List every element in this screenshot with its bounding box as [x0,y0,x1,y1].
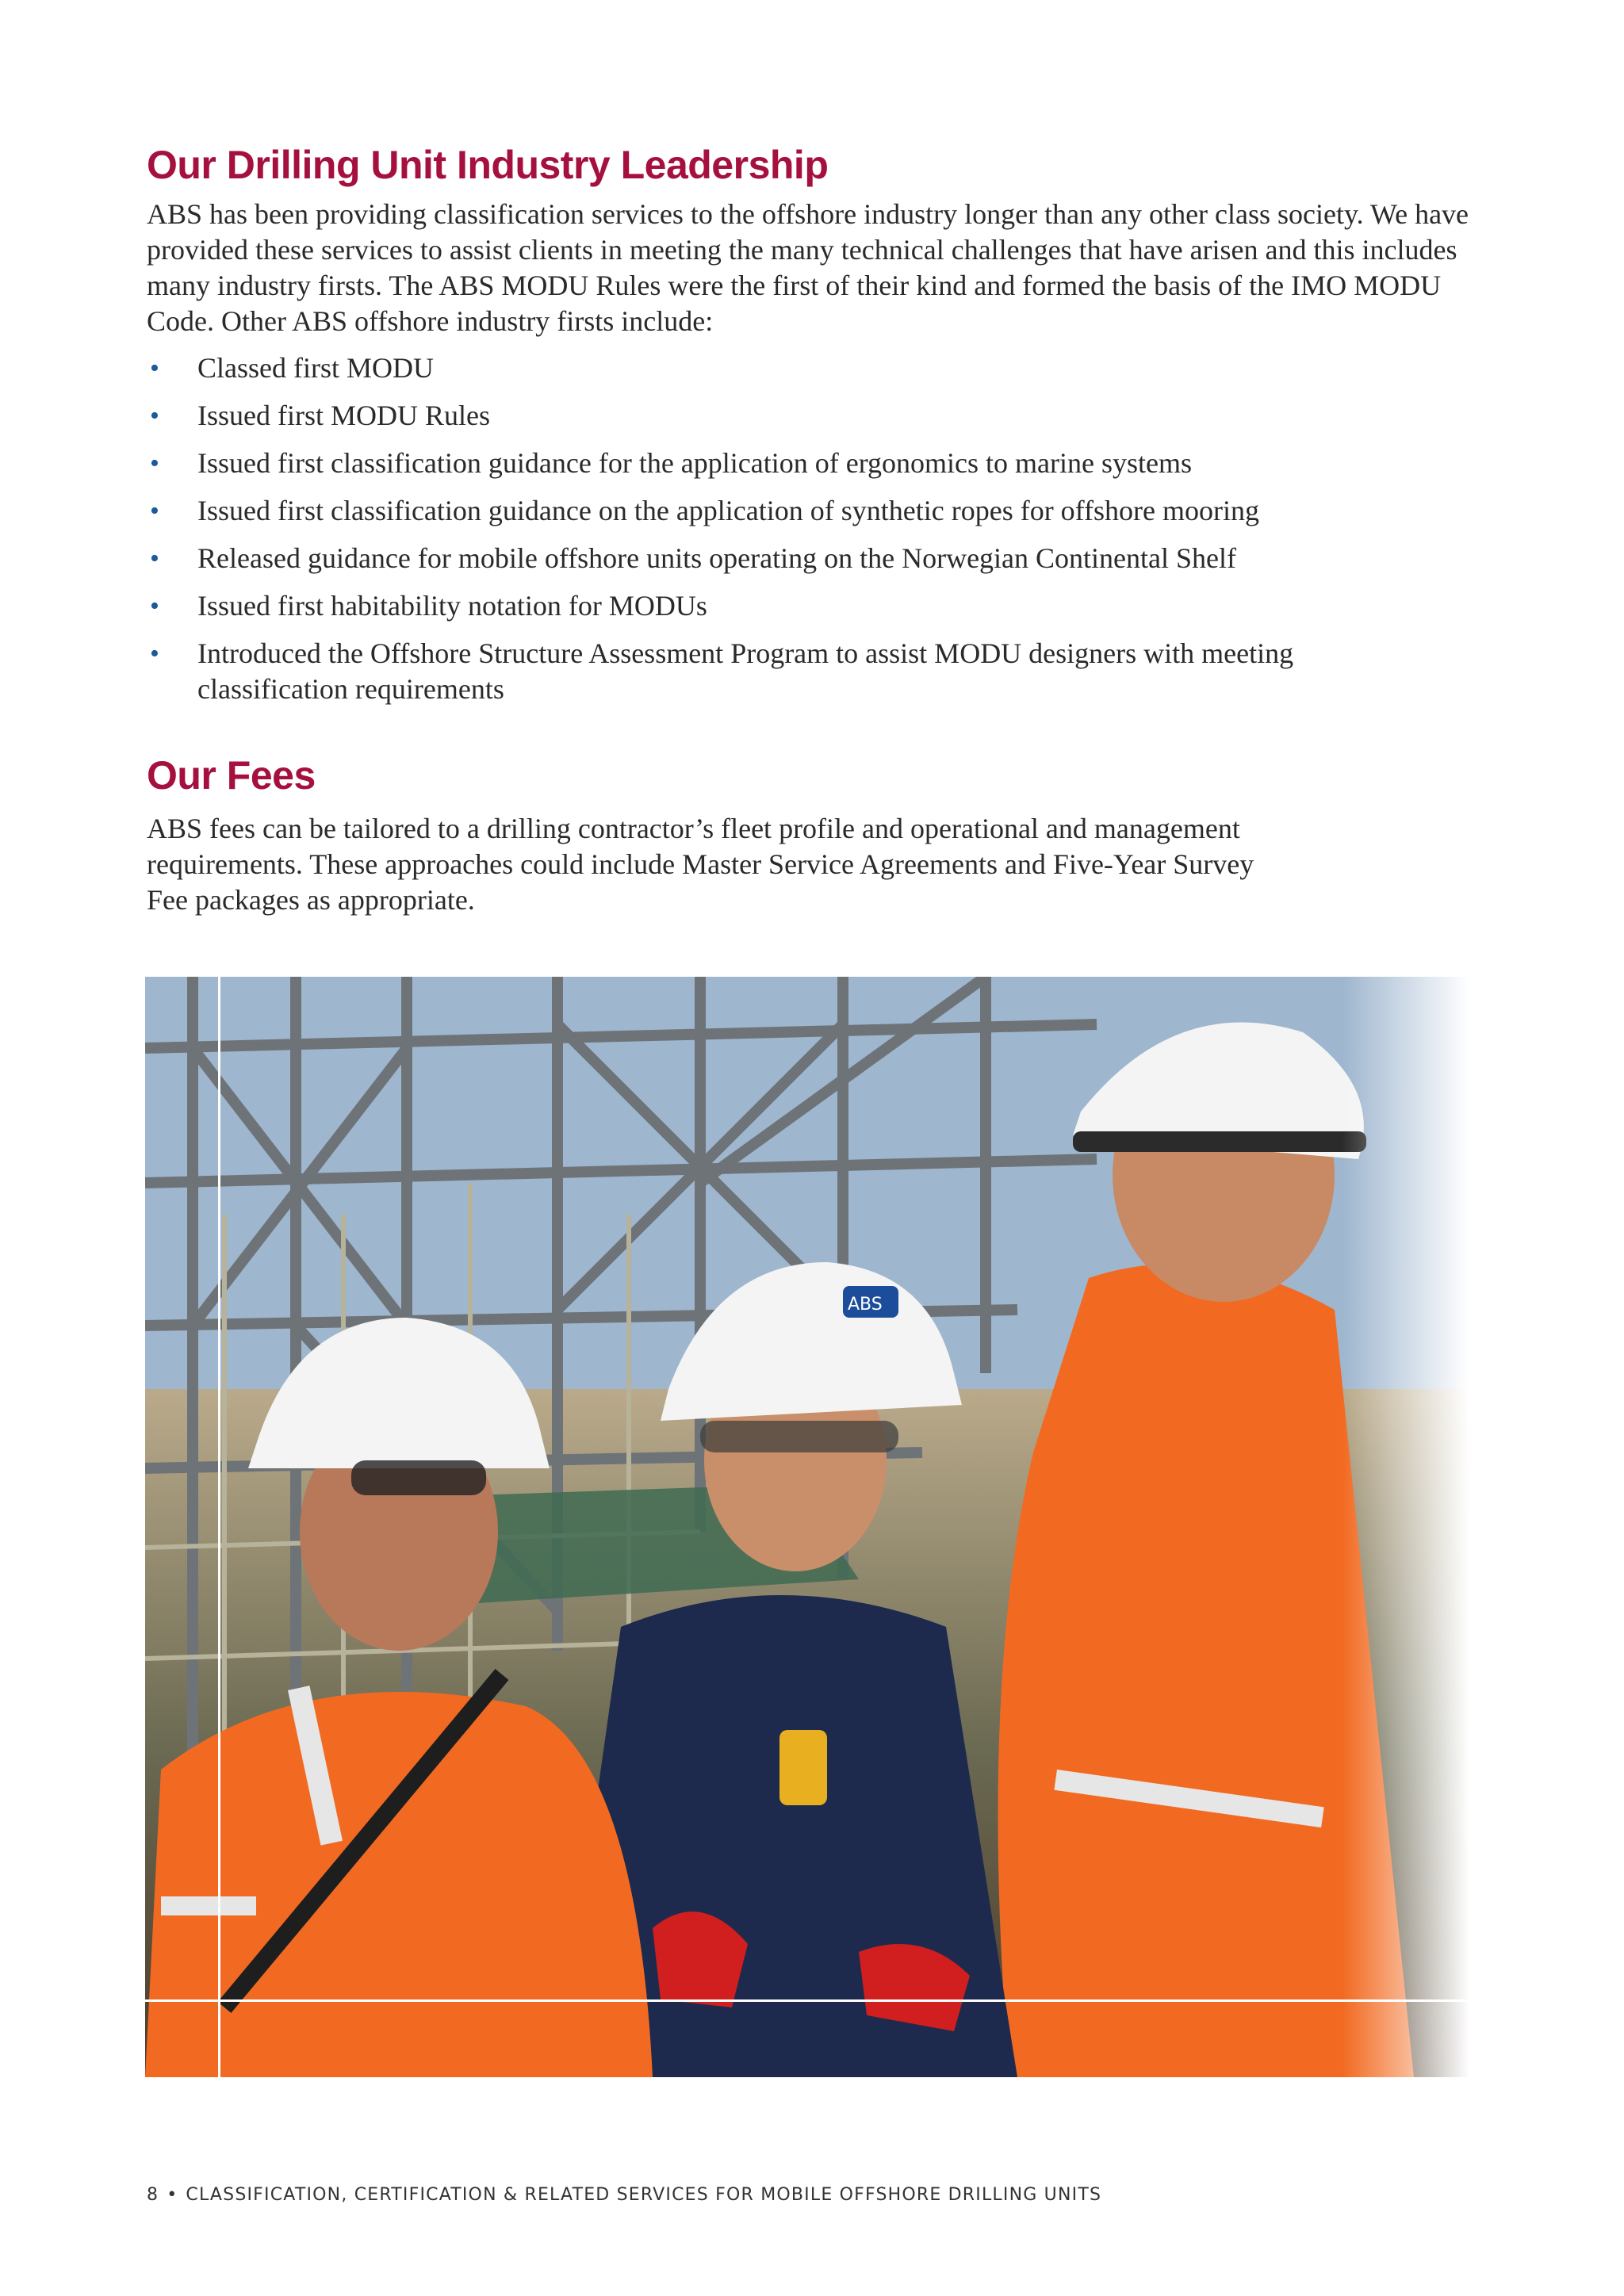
footer-separator: • [167,2185,178,2205]
list-item-text: Issued first habitability notation for MODUs [197,590,707,622]
workers-photo [145,977,1469,2077]
footer-text: CLASSIFICATION, CERTIFICATION & RELATED SERVICES FOR MOBILE OFFSHORE DRILLING UNITS [186,2185,1102,2205]
list-item-text: Issued first classification guidance for the application of ergonomics to marine systems [197,447,1193,479]
bullet-icon: • [150,639,159,668]
list-item [147,446,1479,481]
list-item [147,493,1479,529]
leadership-paragraph: ABS has been providing classification services to the offshore industry longer than any other class society. We have provided these services to assist clients in meeting the many technical challenges that have arisen and this includes many industry firsts. The ABS MODU Rules were the first of their kind and formed the basis of the IMO MODU Code. Other ABS offshore industry firsts include: [147,198,1469,337]
worker-left [145,1318,653,2077]
list-item [147,350,1479,386]
photo-frame-horizontal-line [145,1999,1469,2002]
fees-paragraph [147,811,1254,918]
list-item-text: Issued first classification guidance on the application of synthetic ropes for offshore mooring [197,495,1259,526]
helmet-logo-text: ABS [848,1295,883,1314]
workers-photo-illustration [145,977,1469,2077]
bullet-icon: • [150,354,159,383]
list-item-text: Issued first MODU Rules [197,400,490,431]
bullet-icon: • [150,544,159,573]
bullet-icon: • [150,496,159,526]
photo-right-fade [1342,977,1469,2077]
list-item-text: Introduced the Offshore Structure Assessment Program to assist MODU designers with meeting classification requirements [197,637,1294,705]
leadership-heading: Our Drilling Unit Industry Leadership [147,143,829,187]
bullet-icon: • [150,401,159,430]
page-footer [147,2185,1101,2205]
page-number: 8 [147,2185,159,2205]
list-item [147,588,1479,624]
list-item [147,541,1479,576]
industry-firsts-list [147,350,1479,719]
list-item-text: Released guidance for mobile offshore units operating on the Norwegian Continental Shelf [197,542,1236,574]
bullet-icon: • [150,591,159,621]
fees-line: Fee packages as appropriate. [147,884,475,916]
list-item [147,398,1479,434]
fees-line: requirements. These approaches could include Master Service Agreements and Five-Year Survey [147,848,1254,880]
bullet-icon: • [150,449,159,478]
list-item [147,636,1434,707]
fees-heading: Our Fees [147,753,316,798]
photo-frame-vertical-line [218,977,220,2077]
fees-line: ABS fees can be tailored to a drilling contractor’s fleet profile and operational and management [147,813,1240,844]
list-item-text: Classed first MODU [197,352,434,384]
